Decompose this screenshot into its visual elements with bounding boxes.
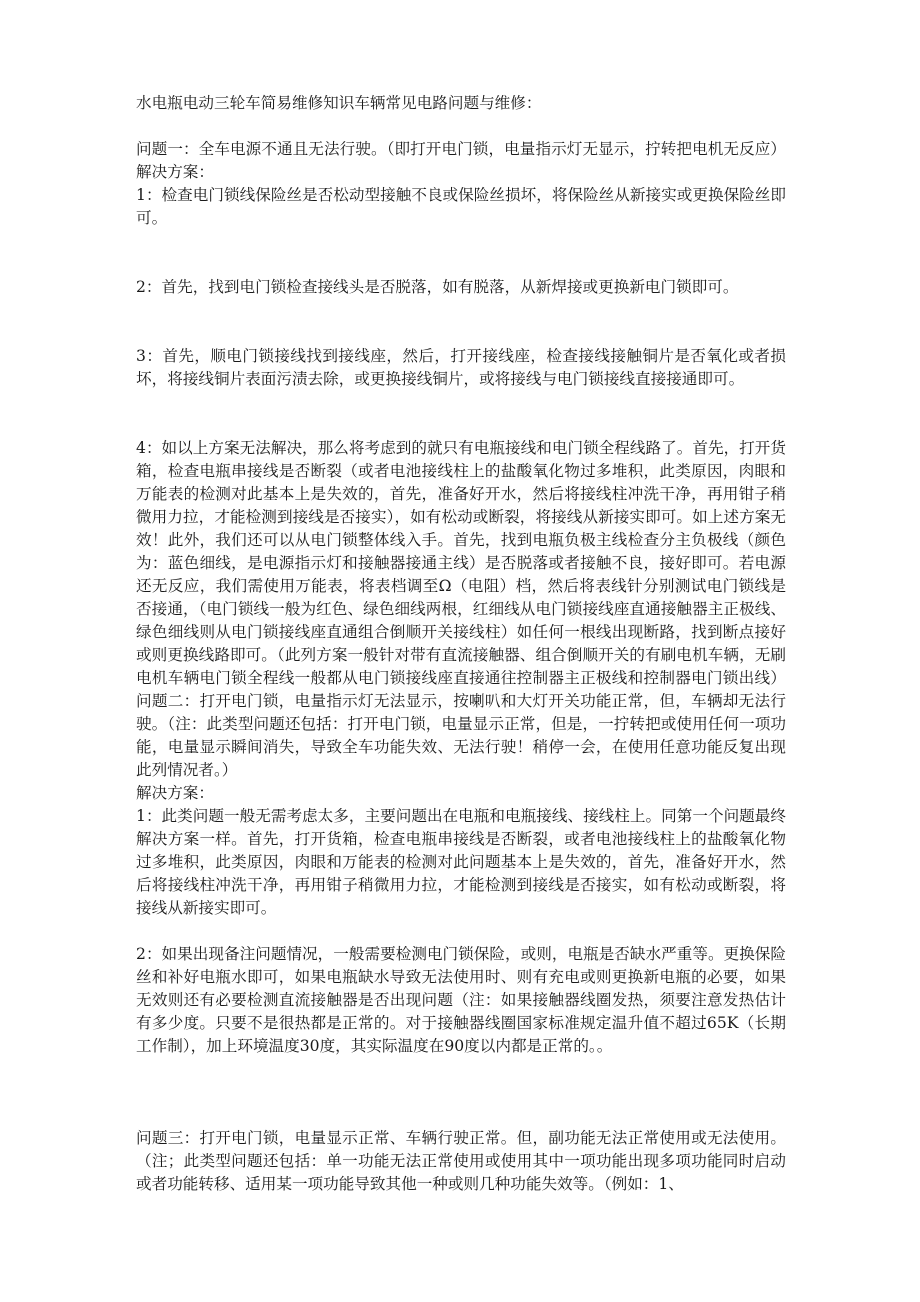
problem1-step4: 4：如以上方案无法解决，那么将考虑到的就只有电瓶接线和电门锁全程线路了。首先，打开货箱，检查电瓶串接线是否断裂（或者电池接线柱上的盐酸氧化物过多堆积，此类原因，肉眼和万能表的检测对此基本上是失效的，首先，准备好开水，然后将接线柱冲洗干净，再用钳子稍微用力拉，才能检测到接线是否接实），如有松动或断裂，将接线从新接实即可。如上述方案无效！此外，我们还可以从电门锁整体线入手。首先，找到电瓶负极主线检查分主负极线（颜色为：蓝色细线，是电源指示灯和接触器接通主线）是否脱落或者接触不良，接好即可。若电源还无反应，我们需使用万能表，将表档调至Ω（电阻）档，然后将表线针分别测试电门锁线是否接通，（电门锁线一般为红色、绿色细线两根，红细线从电门锁接线座直通接触器主正极线、绿色细线则从电门锁接线座直通组合倒顺开关接线柱）如任何一根线出现断路，找到断点接好或则更换线路即可。（此列方案一般针对带有直流接触器、组合倒顺开关的有刷电机车辆，无刷电机车辆电门锁全程线一般都从电门锁接线座直接通往控制器主正极线和控制器电门锁出线）问题二：打开电门锁，电量指示灯无法显示，按喇叭和大灯开关功能正常，但，车辆却无法行驶。（注：此类型问题还包括：打开电门锁，电量显示正常，但是，一拧转把或使用任何一项功能，电量显示瞬间消失，导致全车功能失效、无法行驶！稍停一会，在使用任意功能反复出现此列情况者。） <box>136 439 786 779</box>
problem1-heading: 问题一：全车电源不通且无法行驶。（即打开电门锁，电量指示灯无显示，拧转把电机无反应）解决方案： <box>136 140 786 181</box>
problem1-step1: 1：检查电门锁线保险丝是否松动型接触不良或保险丝损坏，将保险丝从新接实或更换保险丝即可。 <box>136 186 786 227</box>
problem2-step2: 2：如果出现备注问题情况，一般需要检测电门锁保险，或则，电瓶是否缺水严重等。更换保险丝和补好电瓶水即可，如果电瓶缺水导致无法使用时、则有充电或则更换新电瓶的必要，如果无效则还有必要检测直流接触器是否出现问题（注：如果接触器线圈发热，须要注意发热估计有多少度。只要不是很热都是正常的。对于接触器线圈国家标准规定温升值不超过65K（长期工作制），加上环境温度30度，其实际温度在90度以内都是正常的。。 <box>136 945 786 1055</box>
problem1-step2: 2：首先，找到电门锁检查接线头是否脱落，如有脱落，从新焊接或更换新电门锁即可。 <box>136 278 739 296</box>
problem2-step1: 1：此类问题一般无需考虑太多，主要问题出在电瓶和电瓶接线、接线柱上。同第一个问题最终解决方案一样。首先，打开货箱，检查电瓶串接线是否断裂，或者电池接线柱上的盐酸氧化物过多堆积，此类原因，肉眼和万能表的检测对此问题基本上是失效的，首先，准备好开水，然后将接线柱冲洗干净，再用钳子稍微用力拉，才能检测到接线是否接实，如有松动或断裂，将接线从新接实即可。 <box>136 807 786 917</box>
spacer <box>136 230 786 276</box>
spacer <box>136 1104 786 1127</box>
spacer <box>136 299 786 345</box>
spacer <box>136 391 786 437</box>
spacer <box>136 920 786 943</box>
spacer <box>136 115 786 138</box>
document-title: 水电瓶电动三轮车简易维修知识车辆常见电路问题与维修： <box>136 94 542 112</box>
problem3-heading: 问题三：打开电门锁，电量显示正常、车辆行驶正常。但，副功能无法正常使用或无法使用。（注；此类型问题还包括：单一功能无法正常使用或使用其中一项功能出现多项功能同时启动或者功能转移、适用某一项功能导致其他一种或则几种功能失效等。（例如：1、 <box>136 1129 786 1193</box>
problem1-step3: 3：首先，顺电门锁接线找到接线座，然后，打开接线座，检查接线接触铜片是否氧化或者损坏，将接线铜片表面污渍去除，或更换接线铜片，或将接线与电门锁接线直接接通即可。 <box>136 347 786 388</box>
problem2-heading: 解决方案： <box>136 784 214 802</box>
document-page <box>136 92 786 1196</box>
spacer <box>136 1058 786 1104</box>
